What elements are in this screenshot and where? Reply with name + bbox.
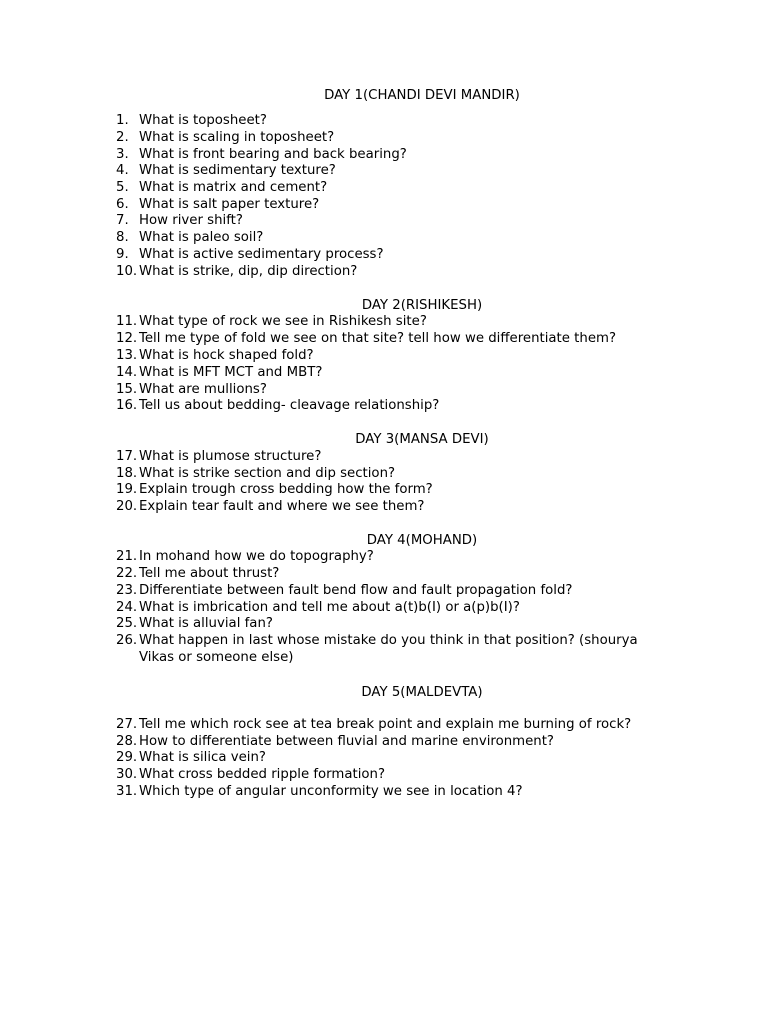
question-number: 26. <box>116 633 138 648</box>
question-text: Tell me which rock see at tea break point and explain me burning of rock? <box>139 717 632 732</box>
question-item <box>116 449 736 466</box>
question-item <box>116 549 736 566</box>
question-item <box>116 348 736 365</box>
section-heading-day2: DAY 2(RISHIKESH) <box>361 298 483 313</box>
question-number: 1. <box>116 113 129 128</box>
question-item <box>116 398 736 415</box>
question-text: What is toposheet? <box>139 113 267 128</box>
question-text: What is strike, dip, dip direction? <box>139 264 358 279</box>
question-item <box>116 566 736 583</box>
question-number: 21. <box>116 549 138 564</box>
question-text: What is paleo soil? <box>139 230 264 245</box>
question-text: In mohand how we do topography? <box>139 549 374 564</box>
question-text: Tell me about thrust? <box>139 566 280 581</box>
question-text: Explain trough cross bedding how the form? <box>139 482 433 497</box>
question-text: What is scaling in toposheet? <box>139 130 335 145</box>
question-text: Tell me type of fold we see on that site? tell how we differentiate them? <box>139 331 617 346</box>
question-item <box>116 382 736 399</box>
question-number: 17. <box>116 449 138 464</box>
question-number: 28. <box>116 734 138 749</box>
question-number: 4. <box>116 163 129 178</box>
question-text: How to differentiate between fluvial and marine environment? <box>139 734 554 749</box>
question-number: 14. <box>116 365 138 380</box>
question-item <box>116 230 736 247</box>
question-text: What type of rock we see in Rishikesh site? <box>139 314 427 329</box>
question-text: Explain tear fault and where we see them? <box>139 499 425 514</box>
question-number: 20. <box>116 499 138 514</box>
question-text: What is plumose structure? <box>139 449 322 464</box>
question-text: Which type of angular unconformity we see in location 4? <box>139 784 523 799</box>
section-heading-day4: DAY 4(MOHAND) <box>366 533 478 548</box>
question-item <box>116 784 736 801</box>
question-number: 30. <box>116 767 138 782</box>
question-text: What is hock shaped fold? <box>139 348 314 363</box>
question-text: What is MFT MCT and MBT? <box>139 365 323 380</box>
question-item <box>116 314 736 331</box>
question-number: 13. <box>116 348 138 363</box>
question-number: 31. <box>116 784 138 799</box>
question-text: What cross bedded ripple formation? <box>139 767 386 782</box>
question-item <box>116 197 736 214</box>
question-item <box>116 113 736 130</box>
question-text: What is silica vein? <box>139 750 266 765</box>
question-item <box>116 365 736 382</box>
question-text: What is matrix and cement? <box>139 180 328 195</box>
question-text: What is imbrication and tell me about a(t)b(I) or a(p)b(I)? <box>139 600 520 615</box>
question-number: 15. <box>116 382 138 397</box>
question-number: 27. <box>116 717 138 732</box>
question-number: 12. <box>116 331 138 346</box>
question-item <box>116 734 736 751</box>
question-text: What is salt paper texture? <box>139 197 320 212</box>
question-number: 5. <box>116 180 129 195</box>
question-number: 2. <box>116 130 129 145</box>
question-item <box>116 130 736 147</box>
section-heading-day5: DAY 5(MALDEVTA) <box>361 685 483 700</box>
question-item <box>116 482 736 499</box>
question-text: Differentiate between fault bend flow and fault propagation fold? <box>139 583 573 598</box>
question-number: 16. <box>116 398 138 413</box>
question-item <box>116 633 676 667</box>
question-item <box>116 583 736 600</box>
question-number: 29. <box>116 750 138 765</box>
question-number: 8. <box>116 230 129 245</box>
question-number: 10. <box>116 264 138 279</box>
question-number: 18. <box>116 466 138 481</box>
question-item <box>116 247 736 264</box>
question-item <box>116 600 736 617</box>
question-number: 9. <box>116 247 129 262</box>
question-number: 25. <box>116 616 138 631</box>
question-item <box>116 147 736 164</box>
question-number: 6. <box>116 197 129 212</box>
question-text: What is active sedimentary process? <box>139 247 384 262</box>
question-number: 7. <box>116 213 129 228</box>
question-text: What is sedimentary texture? <box>139 163 336 178</box>
question-item <box>116 466 736 483</box>
question-item <box>116 750 736 767</box>
question-number: 22. <box>116 566 138 581</box>
question-item <box>116 499 736 516</box>
question-item <box>116 264 736 281</box>
question-text: What is front bearing and back bearing? <box>139 147 407 162</box>
question-text: Tell us about bedding- cleavage relationship? <box>139 398 440 413</box>
question-number: 24. <box>116 600 138 615</box>
section-heading-day1: DAY 1(CHANDI DEVI MANDIR) <box>324 88 520 103</box>
question-text: How river shift? <box>139 213 243 228</box>
question-text: What is alluvial fan? <box>139 616 273 631</box>
question-item <box>116 180 736 197</box>
question-number: 19. <box>116 482 138 497</box>
question-item <box>116 163 736 180</box>
question-text: What happen in last whose mistake do you think in that position? (shourya Vikas or someone else) <box>139 633 638 665</box>
section-heading-day3: DAY 3(MANSA DEVI) <box>355 432 489 447</box>
question-text: What is strike section and dip section? <box>139 466 396 481</box>
question-number: 11. <box>116 314 138 329</box>
question-text: What are mullions? <box>139 382 267 397</box>
question-item <box>116 331 736 348</box>
question-number: 23. <box>116 583 138 598</box>
question-item <box>116 717 736 734</box>
question-item <box>116 213 736 230</box>
question-item <box>116 616 736 633</box>
question-number: 3. <box>116 147 129 162</box>
question-item <box>116 767 736 784</box>
